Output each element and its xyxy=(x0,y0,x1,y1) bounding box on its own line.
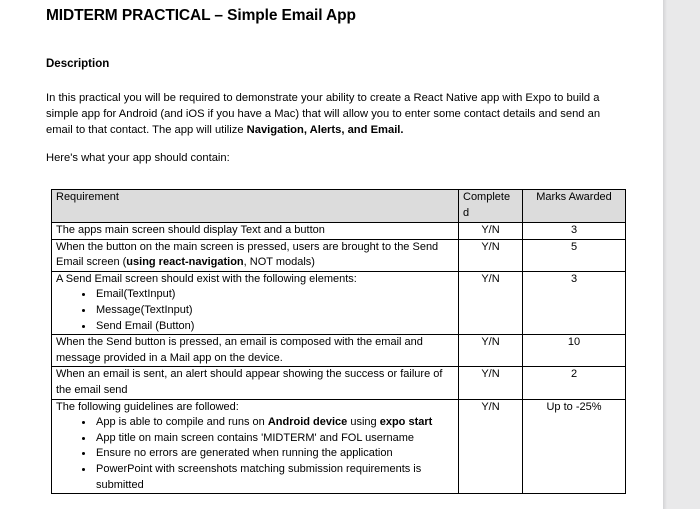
guideline-text: using xyxy=(347,416,380,429)
requirement-cell: The apps main screen should display Text and a button xyxy=(52,223,459,240)
document-content xyxy=(46,6,636,491)
page-title: MIDTERM PRACTICAL – Simple Email App xyxy=(46,7,356,24)
header-requirement: Requirement xyxy=(52,190,459,223)
marks-cell: 10 xyxy=(523,335,626,367)
description-text: In this practical you will be required to demonstrate your ability to create a React Native app with Expo to build a simple app for Android (and iOS if you have a Mac) that will allow you to enter some contact details and send an email to that contact. The app will utilize xyxy=(46,92,601,136)
table-row xyxy=(52,239,626,271)
bullet-list xyxy=(56,415,454,493)
requirement-text: A Send Email screen should exist with the following elements: xyxy=(56,272,357,285)
guideline-bold: expo start xyxy=(379,416,433,429)
requirement-cell xyxy=(52,399,459,494)
marks-cell: Up to -25% xyxy=(523,399,626,494)
contains-intro: Here's what your app should contain: xyxy=(46,152,230,164)
table-row xyxy=(52,367,626,399)
requirement-cell xyxy=(52,271,459,334)
table-row xyxy=(52,335,626,367)
list-item: • App title on main screen contains 'MIDTERM' and FOL username xyxy=(94,431,454,447)
completed-cell: Y/N xyxy=(459,367,523,399)
marks-cell: 2 xyxy=(523,367,626,399)
requirement-cell: When the Send button is pressed, an email is composed with the email and message provided in a Mail app on the device. xyxy=(52,335,459,367)
list-item: • PowerPoint with screenshots matching submission requirements is submitted xyxy=(94,462,454,493)
table-header-row xyxy=(52,190,626,223)
requirement-bold: using react-navigation xyxy=(126,256,244,269)
completed-cell: Y/N xyxy=(459,239,523,271)
page-edge-shadow xyxy=(663,0,667,509)
table-row xyxy=(52,223,626,240)
completed-cell: Y/N xyxy=(459,335,523,367)
completed-cell: Y/N xyxy=(459,399,523,494)
list-item: • Send Email (Button) xyxy=(94,319,454,335)
completed-cell: Y/N xyxy=(459,223,523,240)
requirement-cell: When an email is sent, an alert should appear showing the success or failure of the email send xyxy=(52,367,459,399)
list-item: • Message(TextInput) xyxy=(94,303,454,319)
guideline-text: App is able to compile and runs on xyxy=(96,416,268,429)
marks-cell: 5 xyxy=(523,239,626,271)
requirement-text: , NOT modals) xyxy=(243,256,315,269)
requirement-text: When the button on the main screen is pressed, users are brought to the Send Email screen ( xyxy=(56,240,439,269)
header-completed: Complete d xyxy=(459,190,523,223)
marks-cell: 3 xyxy=(523,271,626,334)
list-item xyxy=(94,415,454,431)
requirement-cell xyxy=(52,239,459,271)
guideline-bold: Android device xyxy=(267,416,348,429)
table-row xyxy=(52,271,626,334)
list-item: • Ensure no errors are generated when running the application xyxy=(94,446,454,462)
requirements-table xyxy=(51,189,626,494)
bullet-list xyxy=(56,287,454,334)
description-paragraph xyxy=(46,90,626,138)
marks-cell: 3 xyxy=(523,223,626,240)
description-bold: Navigation, Alerts, and Email. xyxy=(246,124,404,136)
table-row xyxy=(52,399,626,494)
description-heading: Description xyxy=(46,58,110,70)
list-item: • Email(TextInput) xyxy=(94,287,454,303)
header-marks: Marks Awarded xyxy=(523,190,626,223)
completed-cell: Y/N xyxy=(459,271,523,334)
requirement-text: The following guidelines are followed: xyxy=(56,400,239,413)
